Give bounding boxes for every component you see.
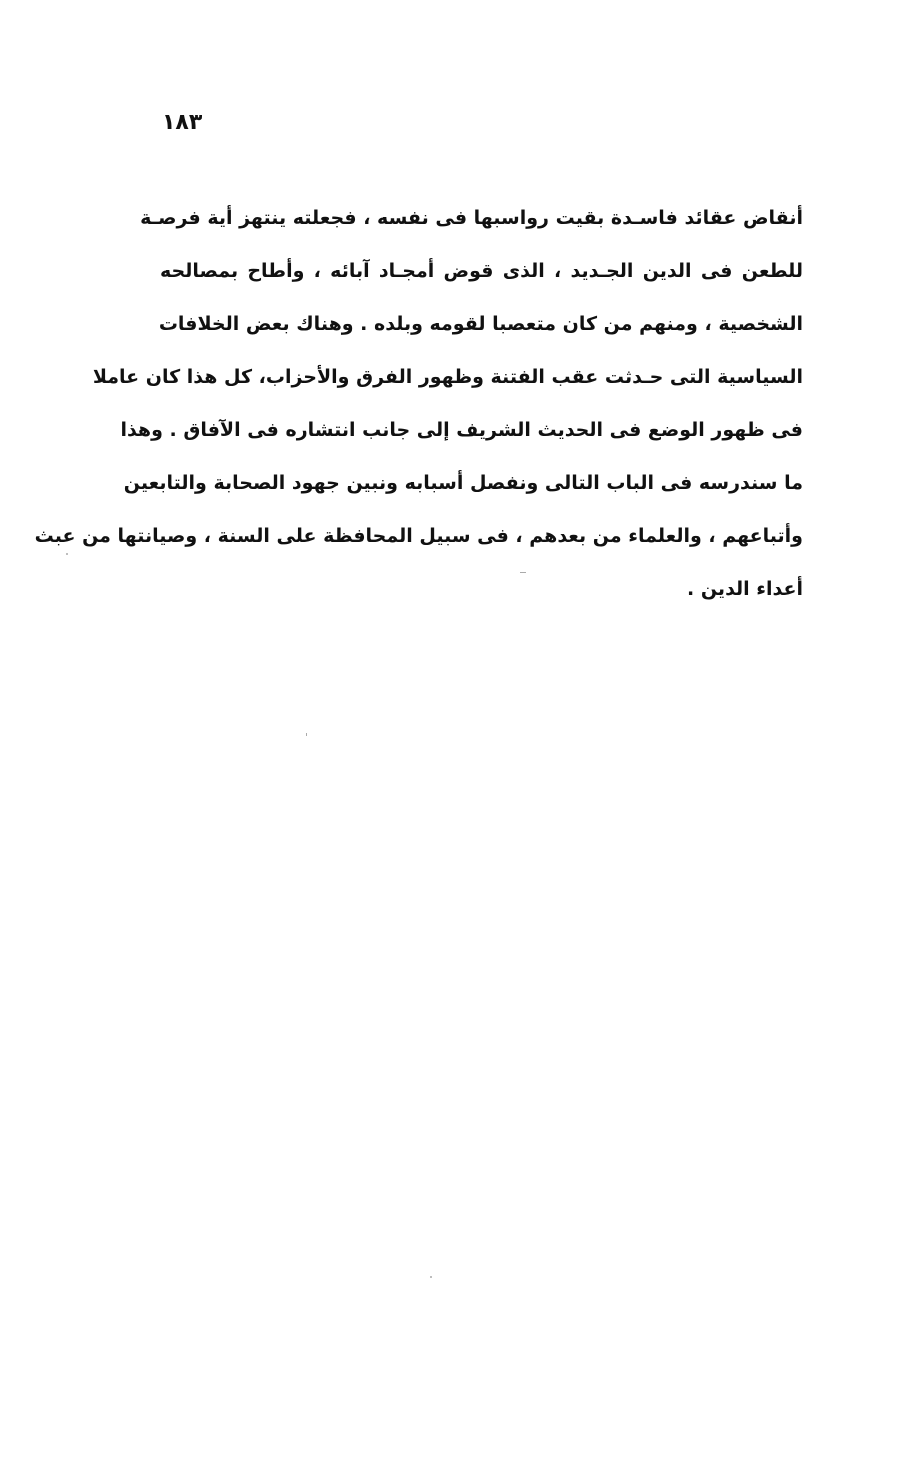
text-line: الشخصية ، ومنهم من كان متعصبا لقومه وبلده . وهناك بعض الخلافات <box>158 313 803 335</box>
text-line: وأتباعهم ، والعلماء من بعدهم ، فى سبيل المحافظة على السنة ، وصيانتها من عبث <box>34 525 803 547</box>
scan-speck <box>520 572 526 573</box>
page-number: ١٨٣ <box>162 110 203 135</box>
text-line: أعداء الدين . <box>687 578 803 600</box>
text-line: السياسية التى حـدثت عقب الفتنة وظهور الفرق والأحزاب، كل هذا كان عاملا <box>92 366 803 388</box>
scan-speck <box>430 1276 432 1278</box>
text-line: للطعن فى الدين الجـديد ، الذى قوض أمجـاد آبائه ، وأطاح بمصالحه <box>160 260 803 282</box>
body-paragraph <box>34 192 803 616</box>
text-line: ما سندرسه فى الباب التالى ونفصل أسبابه ونبين جهود الصحابة والتابعين <box>123 472 803 494</box>
text-line: أنقاض عقائد فاسـدة بقيت رواسبها فى نفسه ، فجعلته ينتهز أية فرصـة <box>140 207 803 229</box>
scan-speck <box>306 733 307 736</box>
text-line: فى ظهور الوضع فى الحديث الشريف إلى جانب انتشاره فى الآفاق . وهذا <box>120 419 803 441</box>
scan-speck <box>66 553 68 555</box>
